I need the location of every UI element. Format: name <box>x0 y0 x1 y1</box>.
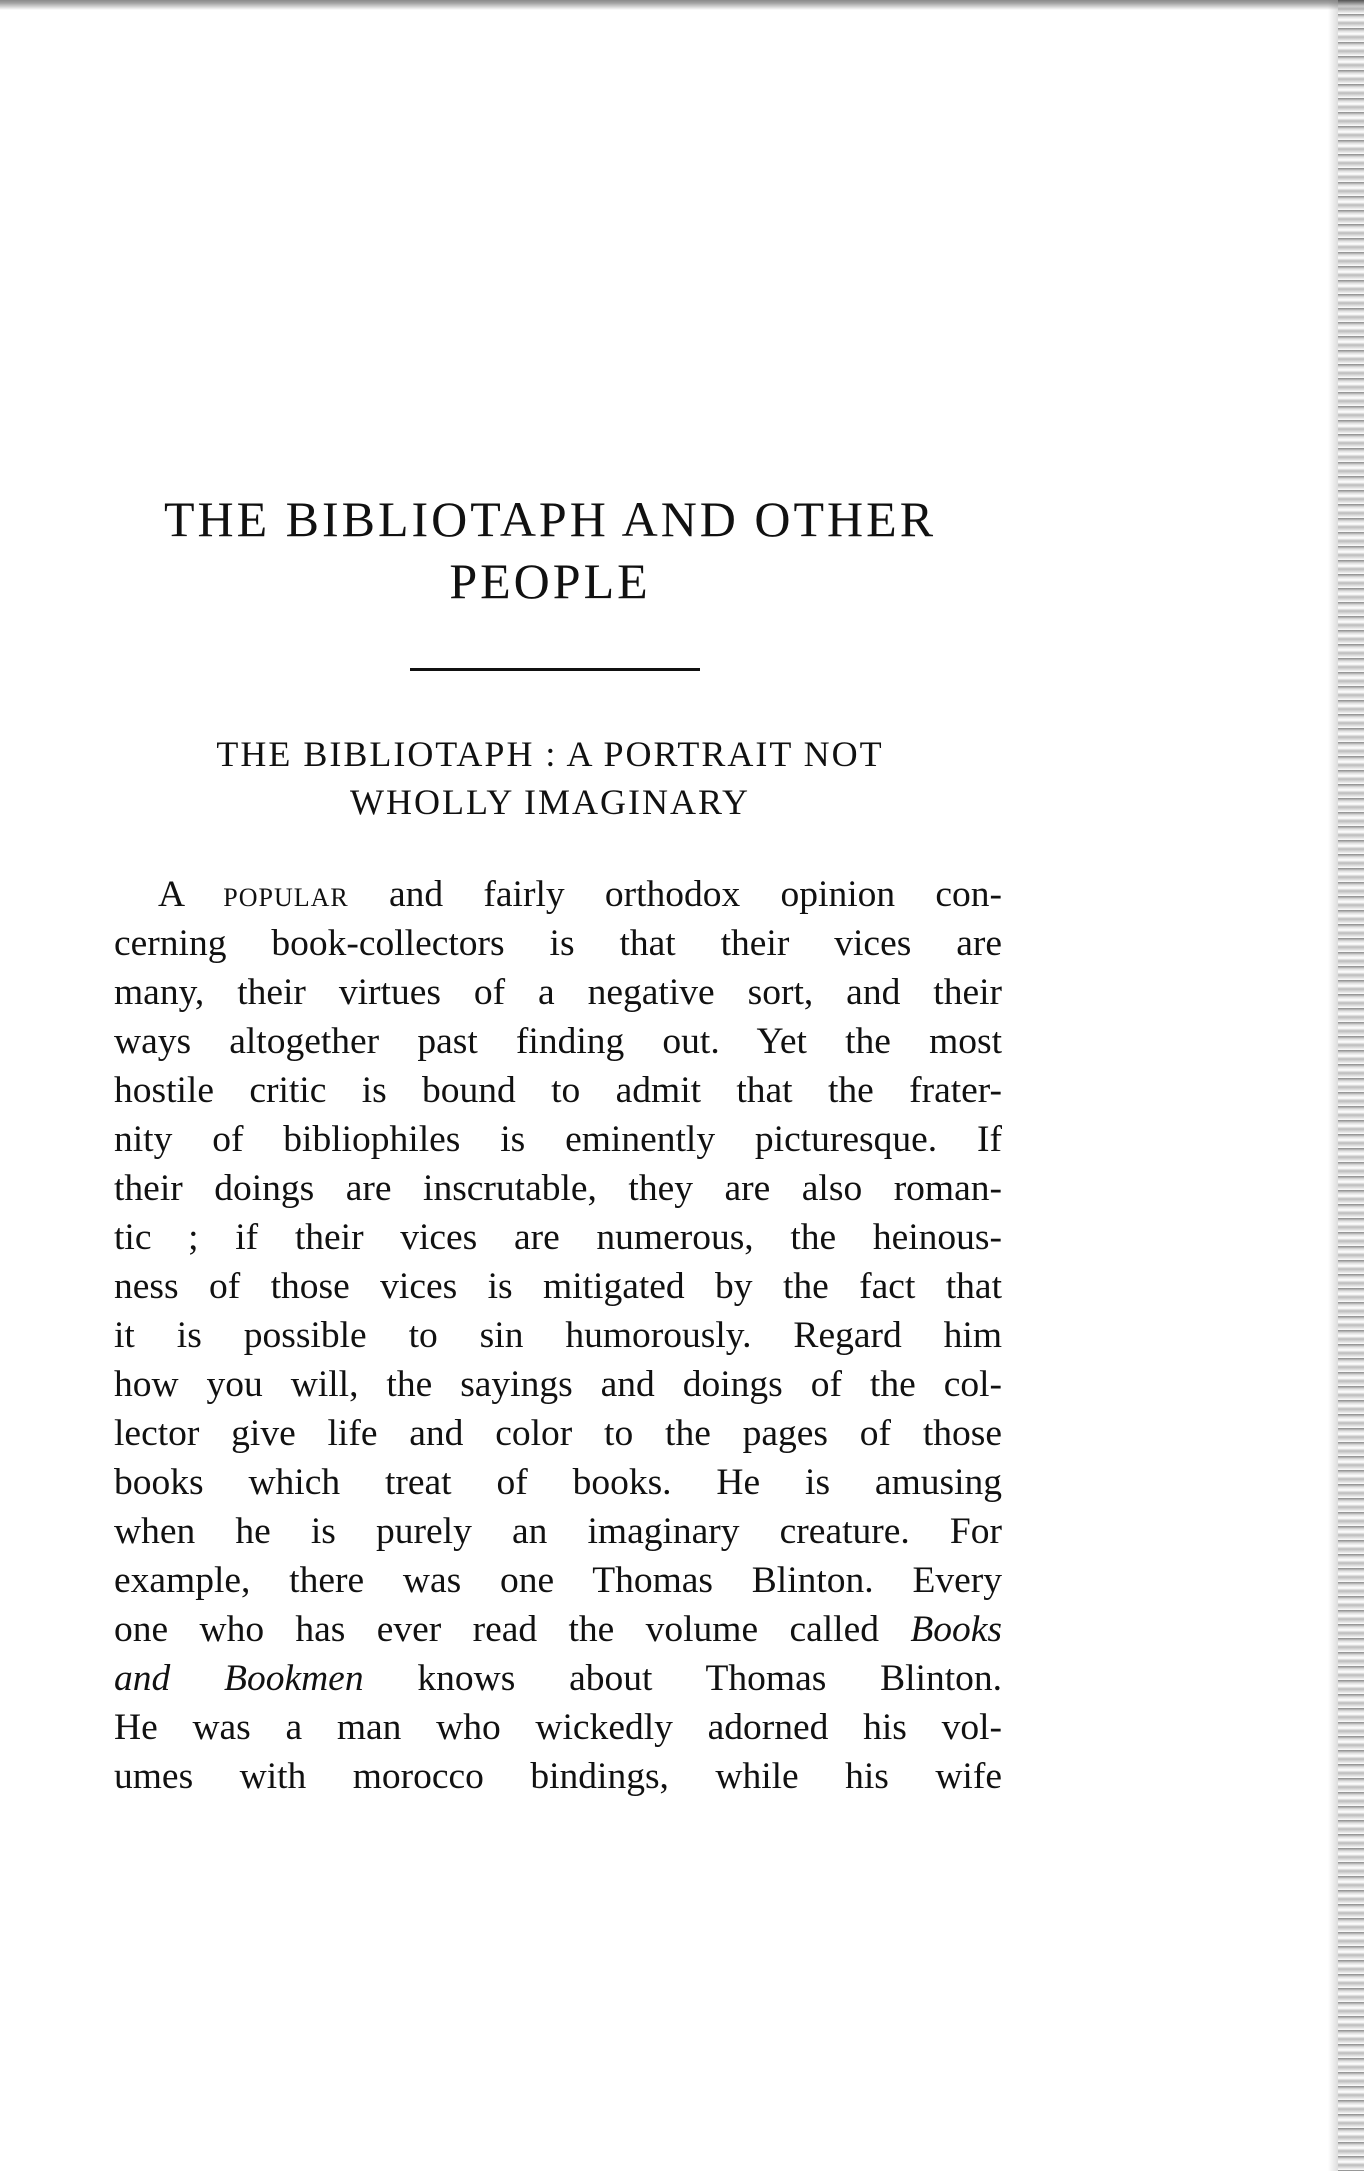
title-rule <box>410 668 700 671</box>
book-title-italic-2: and Bookmen <box>114 1658 364 1699</box>
text-line: hostile critic is bound to admit that the frater- <box>114 1070 1002 1111</box>
text-line: many, their virtues of a negative sort, and their <box>114 972 1002 1013</box>
text-line: their doings are inscrutable, they are also roman- <box>114 1168 1002 1209</box>
scan-edge-top <box>0 0 1364 10</box>
chapter-title-line-2: WHOLLY IMAGINARY <box>349 782 750 822</box>
text-line <box>114 870 1002 919</box>
line-16-start: one who has ever read the volume called <box>114 1609 879 1650</box>
opening-smallcaps: popular <box>223 874 349 915</box>
scan-shadow-right <box>1328 0 1338 2171</box>
text-line: ways altogether past finding out. Yet the most <box>114 1021 1002 1062</box>
book-title <box>100 488 1000 612</box>
text-line: nity of bibliophiles is eminently picturesque. If <box>114 1119 1002 1160</box>
line-1-rest: and fairly orthodox opinion con- <box>389 874 1003 915</box>
text-line: how you will, the sayings and doings of the col- <box>114 1364 1002 1405</box>
text-line <box>114 1605 1002 1654</box>
line-17-rest: knows about Thomas Blinton. <box>417 1658 1003 1699</box>
opening-initial: A <box>158 874 184 915</box>
text-line: lector give life and color to the pages of those <box>114 1413 1002 1454</box>
text-line: ness of those vices is mitigated by the fact that <box>114 1266 1002 1307</box>
text-line: cerning book-collectors is that their vices are <box>114 923 1002 964</box>
text-line: books which treat of books. He is amusing <box>114 1462 1002 1503</box>
text-line: umes with morocco bindings, while his wife <box>114 1756 1002 1797</box>
scan-edge-right <box>1338 0 1364 2171</box>
text-line: tic ; if their vices are numerous, the heinous- <box>114 1217 1002 1258</box>
chapter-title <box>110 730 990 826</box>
text-line: when he is purely an imaginary creature. For <box>114 1511 1002 1552</box>
body-paragraph <box>114 870 1002 1801</box>
text-line: He was a man who wickedly adorned his vol- <box>114 1707 1002 1748</box>
text-line: example, there was one Thomas Blinton. Every <box>114 1560 1002 1601</box>
text-line <box>114 1654 1002 1703</box>
chapter-title-line-1: THE BIBLIOTAPH : A PORTRAIT NOT <box>216 734 884 774</box>
book-title-italic-1: Books <box>910 1609 1002 1650</box>
book-title-line-1: THE BIBLIOTAPH AND OTHER <box>163 491 937 547</box>
text-line: it is possible to sin humorously. Regard him <box>114 1315 1002 1356</box>
book-title-line-2: PEOPLE <box>449 553 651 609</box>
